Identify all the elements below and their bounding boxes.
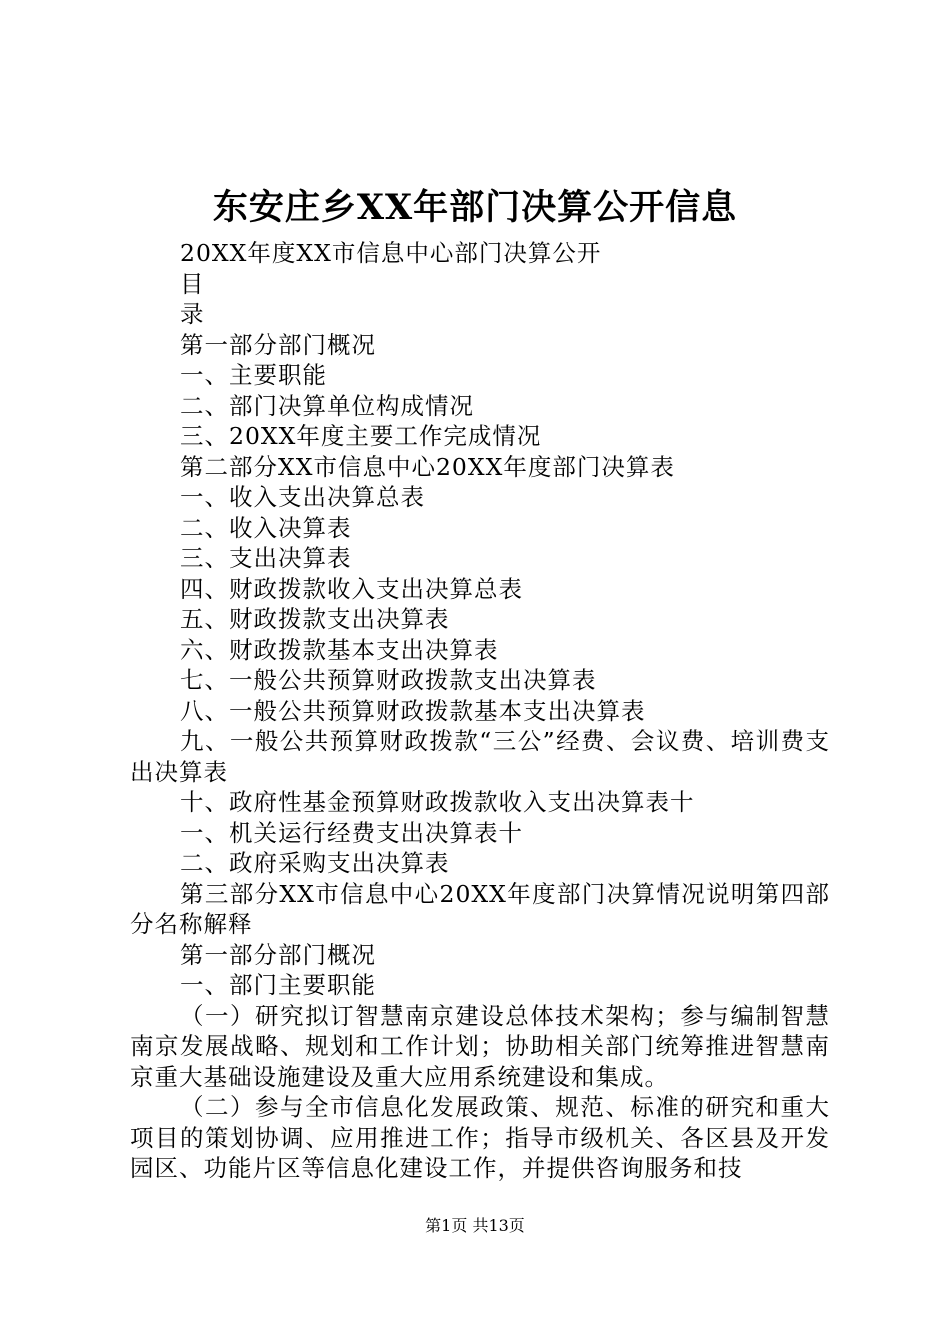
text-line: 八、一般公共预算财政拨款基本支出决算表 [180, 696, 646, 725]
text-paragraph: （一）研究拟订智慧南京建设总体技术架构；参与编制智慧南京发展战略、规划和工作计划；协助相关部门统筹推进智慧南京重大基础设施建设及重大应用系统建设和集成。 [130, 1001, 830, 1091]
text-line: 一、机关运行经费支出决算表十 [180, 818, 523, 847]
text-line: 三、20XX年度主要工作完成情况 [180, 422, 542, 450]
text-line: 录 [180, 300, 205, 328]
text-line: 二、政府采购支出决算表 [180, 849, 450, 877]
text-line: 四、财政拨款收入支出决算总表 [180, 574, 523, 603]
document-body [130, 238, 830, 1184]
text-line: 二、部门决算单位构成情况 [180, 391, 474, 420]
text-line: 一、主要职能 [180, 361, 327, 389]
text-paragraph: 第三部分XX市信息中心20XX年度部门决算情况说明第四部分名称解释 [130, 879, 830, 938]
text-line: 一、部门主要职能 [180, 971, 376, 999]
text-line: 20XX年度XX市信息中心部门决算公开 [180, 239, 602, 267]
text-line: 三、支出决算表 [180, 544, 352, 572]
text-line: 二、收入决算表 [180, 513, 352, 542]
text-line: 一、收入支出决算总表 [180, 483, 425, 511]
text-line: 目 [180, 269, 205, 298]
text-line: 六、财政拨款基本支出决算表 [180, 635, 499, 664]
text-paragraph: （二）参与全市信息化发展政策、规范、标准的研究和重大项目的策划协调、应用推进工作；指导市级机关、各区县及开发园区、功能片区等信息化建设工作，并提供咨询服务和技 [130, 1093, 830, 1182]
text-line: 十、政府性基金预算财政拨款收入支出决算表十 [180, 788, 695, 816]
text-line: 五、财政拨款支出决算表 [180, 605, 450, 633]
text-line: 七、一般公共预算财政拨款支出决算表 [180, 666, 597, 694]
text-line: 第一部分部门概况 [180, 330, 376, 359]
text-paragraph: 九、一般公共预算财政拨款“三公”经费、会议费、培训费支出决算表 [130, 727, 830, 786]
text-line: 第一部分部门概况 [180, 940, 376, 969]
page-footer: 第1页 共13页 [425, 1216, 525, 1235]
document-title: 东安庄乡XX年部门决算公开信息 [212, 187, 738, 228]
text-line: 第二部分XX市信息中心20XX年度部门决算表 [180, 452, 675, 481]
